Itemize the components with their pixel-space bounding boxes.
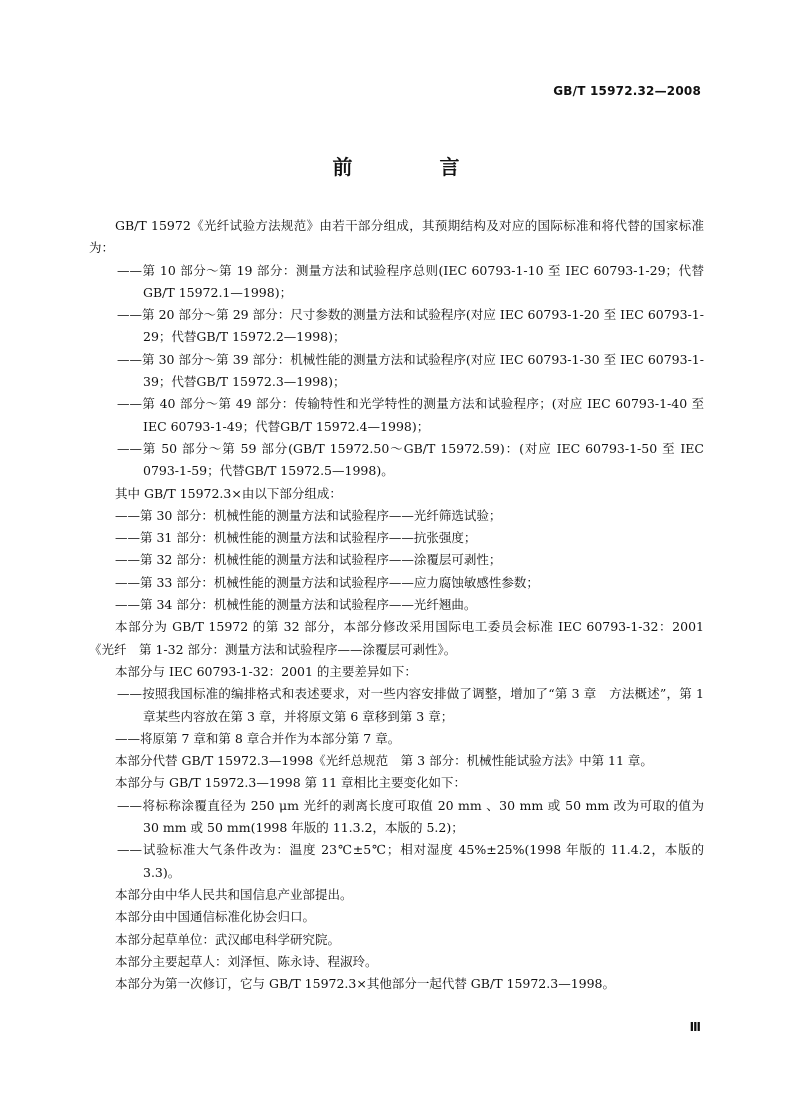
adoption-paragraph: 本部分为 GB/T 15972 的第 32 部分，本部分修改采用国际电工委员会标准 IEC 60793-1-32：2001《光纤 第 1-32 部分：测量方法和试验程序——涂覆层可剥性》。 — [89, 619, 704, 657]
changes-intro: 本部分与 GB/T 15972.3—1998 第 11 章相比主要变化如下： — [115, 775, 466, 791]
parts-list-item: ——第 20 部分～第 29 部分：尺寸参数的测量方法和试验程序(对应 IEC 60793-1-20 至 IEC 60793-1-29；代替GB/T 15972.2—1998)； — [117, 307, 704, 345]
sub-list-item: ——第 34 部分：机械性能的测量方法和试验程序——光纤翘曲。 — [115, 597, 477, 613]
intro-paragraph: GB/T 15972《光纤试验方法规范》由若干部分组成，其预期结构及对应的国际标准和将代替的国家标准为： — [89, 218, 704, 256]
closing-line: 本部分由中华人民共和国信息产业部提出。 — [115, 886, 353, 902]
parts-list-item: ——第 30 部分～第 39 部分：机械性能的测量方法和试验程序(对应 IEC 60793-1-30 至 IEC 60793-1-39；代替GB/T 15972.3—1998)； — [117, 351, 704, 390]
change-item: ——试验标准大气条件改为：温度 23℃±5℃；相对湿度 45%±25%(1998 年版的 11.4.2，本版的 3.3)。 — [117, 842, 704, 880]
parts-list-item: ——第 50 部分～第 59 部分(GB/T 15972.50～GB/T 15972.59)：(对应 IEC 60793-1-50 至 IEC 0793-1-59；代替GB/T 15972.5—1998)。 — [117, 440, 704, 479]
sub-list-item: ——第 32 部分：机械性能的测量方法和试验程序——涂覆层可剥性； — [115, 552, 502, 568]
parts-list-item: ——第 10 部分～第 19 部分：测量方法和试验程序总则(IEC 60793-1-10 至 IEC 60793-1-29；代替 GB/T 15972.1—1998)； — [117, 262, 704, 300]
change-item: ——将标称涂覆直径为 250 μm 光纤的剥离长度可取值 20 mm 、30 mm 或 50 mm 改为可取的值为 30 mm 或 50 mm(1998 年版的 11.3.2，本版的 5.2)； — [117, 797, 704, 836]
replacement-paragraph: 本部分代替 GB/T 15972.3—1998《光纤总规范 第 3 部分：机械性能试验方法》中第 11 章。 — [115, 753, 653, 769]
sub-list-item: ——第 33 部分：机械性能的测量方法和试验程序——应力腐蚀敏感性参数； — [115, 574, 539, 590]
closing-line: 本部分由中国通信标准化协会归口。 — [115, 909, 316, 925]
sub-list-item: ——第 30 部分：机械性能的测量方法和试验程序——光纤筛选试验； — [115, 507, 502, 523]
difference-item: ——将原第 7 章和第 8 章合并作为本部分第 7 章。 — [115, 730, 401, 746]
page-number: Ⅲ — [689, 1020, 701, 1034]
header-code: GB/T 15972.32—2008 — [553, 84, 701, 98]
sub-intro: 其中 GB/T 15972.3×由以下部分组成： — [115, 485, 342, 501]
foreword-body — [89, 215, 704, 995]
page-title: 前 言 — [332, 155, 500, 179]
closing-line: 本部分主要起草人：刘泽恒、陈永诗、程淑玲。 — [115, 953, 378, 969]
differences-intro: 本部分与 IEC 60793-1-32：2001 的主要差异如下： — [115, 663, 417, 679]
sub-list-item: ——第 31 部分：机械性能的测量方法和试验程序——抗张强度； — [115, 530, 477, 546]
closing-line: 本部分为第一次修订，它与 GB/T 15972.3×其他部分一起代替 GB/T 15972.3—1998。 — [115, 976, 616, 992]
difference-item: ——按照我国标准的编排格式和表述要求，对一些内容安排做了调整，增加了“第 3 章 方法概述”，第 1 章某些内容放在第 3 章，并将原文第 6 章移到第 3 章； — [117, 686, 704, 724]
parts-list-item: ——第 40 部分～第 49 部分：传输特性和光学特性的测量方法和试验程序；(对应 IEC 60793-1-40 至 IEC 60793-1-49；代替GB/T 15972.4—1998)； — [117, 396, 704, 434]
closing-line: 本部分起草单位：武汉邮电科学研究院。 — [115, 931, 341, 947]
